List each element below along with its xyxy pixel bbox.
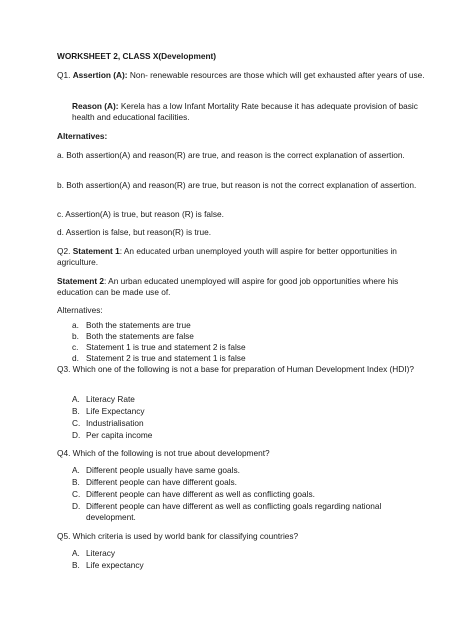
list-item-text: Statement 2 is true and statement 1 is false [86, 353, 246, 363]
list-marker: D. [72, 501, 81, 511]
list-marker: A. [72, 465, 80, 475]
q5-option-b [57, 560, 427, 571]
q1-alternatives-heading: Alternatives: [57, 131, 108, 141]
q5-option-a [57, 548, 427, 559]
q2-option-d [57, 353, 427, 364]
q1-option-a: a. Both assertion(A) and reason(R) are true, and reason is the correct explanation of assertion. [57, 150, 405, 160]
q1-assertion-label: Assertion (A): [72, 70, 128, 80]
list-marker: d. [72, 353, 79, 363]
list-item-text: Life Expectancy [86, 406, 145, 416]
list-marker: B. [72, 560, 80, 570]
q3-option-d [57, 430, 427, 441]
q2-number: Q2. [57, 246, 71, 256]
q4-option-c [57, 489, 427, 500]
q1-number: Q1. [57, 70, 71, 80]
q1-reason [57, 101, 442, 123]
worksheet-title: WORKSHEET 2, CLASS X(Development) [57, 51, 217, 61]
list-marker: A. [72, 394, 80, 404]
list-item-text: Both the statements are false [86, 331, 194, 341]
list-item-text: Life expectancy [86, 560, 144, 570]
q4-option-b [57, 477, 427, 488]
list-item-text: Industrialisation [86, 418, 144, 428]
list-item-text: Different people can have different as well as conflicting goals regarding national development. [86, 501, 382, 522]
list-item-text: Different people can have different goals. [86, 477, 237, 487]
q2-option-c [57, 342, 427, 353]
q4-option-a [57, 465, 427, 476]
q2-option-b [57, 331, 427, 342]
list-marker: C. [72, 489, 81, 499]
q3-option-b [57, 406, 427, 417]
list-marker: B. [72, 477, 80, 487]
q2-statement-2 [57, 276, 427, 298]
list-item-text: Different people can have different as well as conflicting goals. [86, 489, 315, 499]
q4-option-d [57, 501, 427, 523]
list-item-text: Literacy [86, 548, 116, 558]
list-marker: A. [72, 548, 80, 558]
list-item-text: Literacy Rate [86, 394, 135, 404]
list-item-text: Per capita income [86, 430, 153, 440]
list-marker: D. [72, 430, 81, 440]
q2-statement-1-text: : An educated urban unemployed youth will aspire for better opportunities in agriculture. [57, 246, 397, 267]
q2-alternatives-heading: Alternatives: [57, 305, 103, 315]
list-item-text: Statement 1 is true and statement 2 is false [86, 342, 246, 352]
list-item-text: Different people usually have same goals. [86, 465, 240, 475]
list-marker: c. [72, 342, 79, 352]
list-marker: B. [72, 406, 80, 416]
q2-statement-2-text: : An urban educated unemployed will aspire for good job opportunities where his education can be made use of. [57, 276, 399, 297]
list-marker: b. [72, 331, 79, 341]
q3-option-c [57, 418, 427, 429]
list-item-text: Both the statements are true [86, 320, 191, 330]
q4-question: Q4. Which of the following is not true about development? [57, 448, 270, 458]
q2-statement-1 [57, 246, 427, 268]
q1-option-c: c. Assertion(A) is true, but reason (R) is false. [57, 209, 224, 219]
q2-statement-1-label: Statement 1 [72, 246, 120, 256]
q1-reason-text: Kerela has a low Infant Mortality Rate because it has adequate provision of basic health and educational facilities. [72, 101, 418, 122]
q3-question: Q3. Which one of the following is not a base for preparation of Human Development Index (HDI)? [57, 364, 414, 374]
q3-option-a [57, 394, 427, 405]
q1-option-b: b. Both assertion(A) and reason(R) are true, but reason is not the correct explanation of assertion. [57, 180, 417, 190]
list-marker: C. [72, 418, 81, 428]
list-marker: a. [72, 320, 79, 330]
q1-reason-label: Reason (A): [72, 101, 119, 111]
q2-statement-2-label: Statement 2 [57, 276, 105, 286]
q5-question: Q5. Which criteria is used by world bank for classifying countries? [57, 531, 299, 541]
q1-option-d: d. Assertion is false, but reason(R) is true. [57, 227, 212, 237]
q1-assertion [57, 70, 427, 81]
q2-option-a [57, 320, 427, 331]
q1-assertion-text: Non- renewable resources are those which will get exhausted after years of use. [129, 70, 425, 80]
